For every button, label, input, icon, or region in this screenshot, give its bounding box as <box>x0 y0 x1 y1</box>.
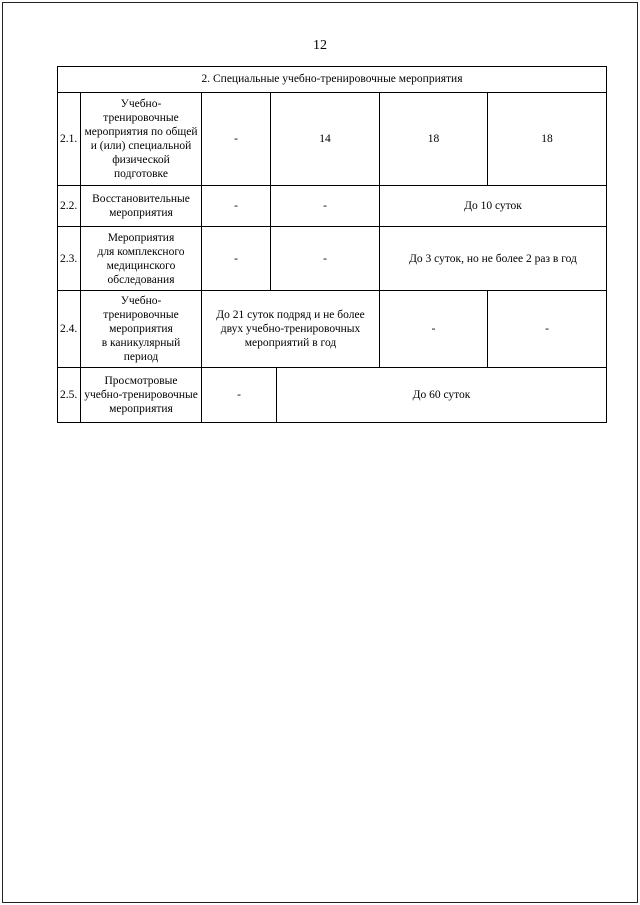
value-cell: - <box>202 368 277 422</box>
merged-value-cell: До 10 суток <box>464 200 522 212</box>
table-row <box>57 92 607 186</box>
value-cell: - <box>271 186 380 226</box>
row-number: 2.5. <box>58 368 81 422</box>
event-name: Мероприятия для комплексного медицинского обследования <box>81 227 202 290</box>
event-name: Учебно- тренировочные мероприятия в каникулярный период <box>81 291 202 367</box>
table-row <box>57 291 607 368</box>
event-name: Восстановительные мероприятия <box>81 186 202 226</box>
value-cell: - <box>271 227 380 290</box>
table-row <box>57 227 607 291</box>
value-cell: 14 <box>271 93 380 185</box>
row-number: 2.1. <box>58 93 81 185</box>
value-cell: - <box>202 93 271 185</box>
row-number: 2.4. <box>58 291 81 367</box>
event-name: Просмотровые учебно-тренировочные мероприятия <box>81 368 202 422</box>
events-table <box>57 66 607 423</box>
merged-value-cell: До 21 суток подряд и не более двух учебно-тренировочных мероприятий в год <box>202 291 380 367</box>
row-number: 2.2. <box>58 186 81 226</box>
value-cell: - <box>202 227 271 290</box>
row-number: 2.3. <box>58 227 81 290</box>
value-cell: - <box>380 291 488 367</box>
value-cell: 18 <box>380 93 488 185</box>
merged-value-cell: До 3 суток, но не более 2 раз в год <box>409 252 577 265</box>
section-title: 2. Специальные учебно-тренировочные мероприятия <box>57 66 607 92</box>
event-name: Учебно- тренировочные мероприятия по общей и (или) специальной физической подготовке <box>81 93 202 185</box>
merged-value-cell: До 60 суток <box>412 389 471 401</box>
value-cell: - <box>545 323 549 335</box>
table-row <box>57 368 607 423</box>
value-cell: - <box>202 186 271 226</box>
table-row <box>57 186 607 227</box>
value-cell: 18 <box>541 133 553 145</box>
page-number: 12 <box>313 38 327 53</box>
